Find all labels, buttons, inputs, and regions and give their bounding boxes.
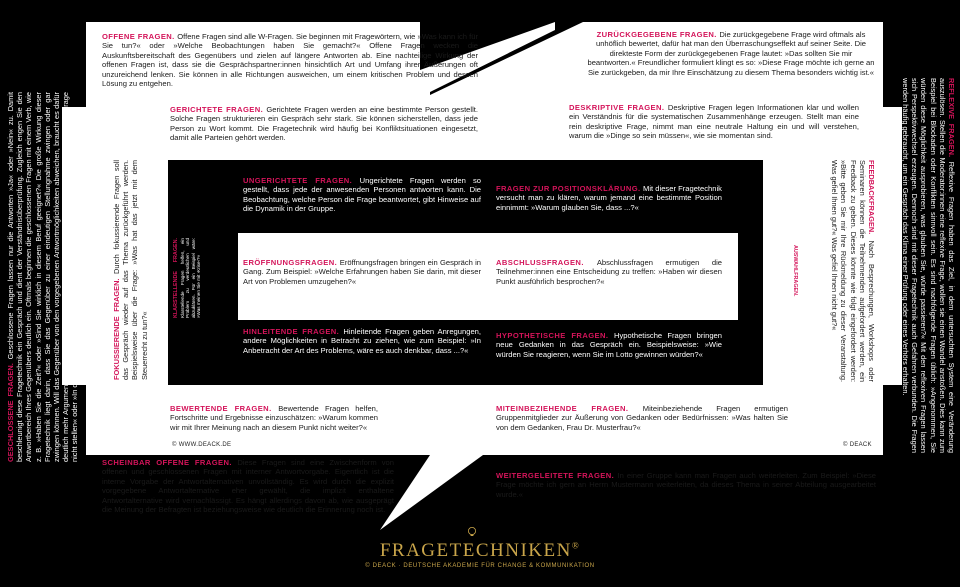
section-eroeffnungsfragen xyxy=(243,258,481,286)
section-gerichtete-fragen xyxy=(170,105,478,143)
watermark-right: © DEACK xyxy=(843,442,872,448)
heading-offene-fragen: OFFENE FRAGEN. xyxy=(102,32,178,41)
text-deskriptive-fragen: Deskriptive Fragen legen Informationen klar und wollen ein Verständnis für die systematischen Zusammenhänge erzeugen. Stellt man eine rein deskriptive Frage, nimmt man eine neutrale Haltung ein und will verstehen, warum die »Dinge so sein müssen«, wie sie momentan sind. xyxy=(569,103,859,141)
lightbulb-icon xyxy=(466,526,478,538)
heading-weitergeleitete-fragen: WEITERGELEITETE FRAGEN. xyxy=(496,471,618,480)
heading-reflexive-fragen: REFLEXIVE FRAGEN. xyxy=(947,78,956,162)
text-reflexive-fragen: Reflexive Fragen haben das Ziel, in dem untersuchten System eine Veränderung auszulösen. Stellen die Moderator:innen eine reflexive Frage, wollen sie einen Wandel anstoßen. Dies kann zum Beispiel bei Blockaden oder Konflikten sinnvoll sein. Es sind nachfolgende Fragen üblich: »Angenommen, Sie würden diese Möglichkeit ausprobieren, was glauben Sie, würde passieren?« Mit den reflexiven Fragen lassen sich Perspektivwechsel erzeugen. Dennoch sind mit dieser Fragetechnik auch Gefahren verbunden. Die Fragen werden häufig gebraucht, um ein Gespräch das Klima einer Prüfung oder eines Verhörs erhalten. xyxy=(900,78,956,453)
heading-geschlossene-fragen: GESCHLOSSENE FRAGEN. xyxy=(6,359,15,462)
section-geschlossene-fragen xyxy=(6,92,80,462)
text-positionsklaerung: Mit dieser Fragetechnik versucht man zu klären, warum jemand eine bestimmte Position einnimmt: »Warum glauben Sie, dass ...?« xyxy=(496,184,722,212)
heading-scheinbar-offene-fragen: SCHEINBAR OFFENE FRAGEN. xyxy=(102,458,238,467)
section-offene-fragen xyxy=(102,32,478,88)
section-hinleitende-fragen xyxy=(243,327,481,355)
heading-ungerichtete-fragen: UNGERICHTETE FRAGEN. xyxy=(243,176,360,185)
text-zurueckgegebene-fragen: Die zurückgegebene Frage wird oftmals als unhöflich bewertet, dafür hat man den Überraschungseffekt auf seiner Seite. Die direkteste Form der zurückgegebenen Frage lautet: »Das sollten Sie mir beantworten.« Freundlicher formuliert klingt es so: »Diese Frage möchte ich gerne an Sie zurückgeben, da mir Ihre Einschätzung zu diesem Thema besonders wichtig ist.« xyxy=(587,30,875,77)
heading-positionsklaerung: FRAGEN ZUR POSITIONSKLÄRUNG. xyxy=(496,184,644,193)
text-ungerichtete-fragen: Ungerichtete Fragen werden so gestellt, dass jede der anwesenden Personen antworten kann. Die Beobachtung, welche Person die Frage beantwortet, gibt Hinweise auf die Dynamik in der Gruppe. xyxy=(243,176,481,214)
heading-miteinbeziehende-fragen: MITEINBEZIEHENDE FRAGEN. xyxy=(496,404,643,413)
section-zurueckgegebene-fragen xyxy=(585,30,877,77)
section-feedbackfragen xyxy=(830,160,876,382)
watermark-left: © WWW.DEACK.DE xyxy=(172,442,232,448)
section-weitergeleitete-fragen xyxy=(496,471,876,499)
page-title-text: FRAGETECHNIKEN xyxy=(379,540,572,561)
section-klarstellende-fragen xyxy=(173,238,202,318)
page-title xyxy=(0,540,960,562)
text-eroeffnungsfragen: Eröffnungsfragen bringen ein Gespräch in Gang. Zum Beispiel: »Welche Erfahrungen haben Sie darin, mit dieser Art von Problemen umzugehen?« xyxy=(243,258,482,286)
section-hypothetische-fragen xyxy=(496,331,722,359)
section-bewertende-fragen xyxy=(170,404,378,432)
section-deskriptive-fragen xyxy=(569,103,859,141)
text-feedbackfragen: Nach Besprechungen, Workshops oder Seminaren können die Teilnehmenden aufgefordert werden, ein Feedback zu geben. Dieses könnte wie folgt eingefordert werden: »Bitte geben Sie mir Ihre Rückmeldung zu dieser Veranstaltung. Was gefiel Ihnen gut?« Was gefiel Ihnen nicht gut?« xyxy=(830,160,876,382)
section-reflexive-fragen xyxy=(901,78,956,453)
text-gerichtete-fragen: Gerichtete Fragen werden an eine bestimmte Person gestellt. Solche Fragen strukturieren ein Gespräch sehr stark. Sie können sicherstellen, dass jede Person zu Wort kommt. Die Fragetechnik wird häufig bei Konfliktsituationen eingesetzt, damit alle Parteien gehört werden. xyxy=(170,105,479,143)
section-ungerichtete-fragen xyxy=(243,176,481,214)
page-subtitle: © DEACK · DEUTSCHE AKADEMIE FÜR CHANGE & KOMMUNIKATION xyxy=(365,563,595,569)
heading-zurueckgegebene-fragen: ZURÜCKGEGEBENE FRAGEN. xyxy=(596,30,720,39)
section-positionsklaerung xyxy=(496,184,722,212)
heading-feedbackfragen: FEEDBACKFRAGEN. xyxy=(867,160,876,241)
text-hypothetische-fragen: Hypothetische Fragen bringen neue Gedanken in das Gespräch ein. Beispielsweise: »Wie würden Sie reagieren, wenn Sie im Lotto gewinnen würden?« xyxy=(496,331,723,359)
text-weitergeleitete-fragen: In einer Gruppe kann man Fragen auch weiterleiten. Zum Beispiel: »Diese Frage möchte ich gern an Herrn Mustermann weiterleiten, da dieses Thema in seiner Abteilung ausgearbeitet wurde.« xyxy=(496,471,876,499)
text-scheinbar-offene-fragen: Diese Fragen sind eine Zwischenform von offenen und geschlossenen Fragen mit interner Antwortvorgabe. Eigentlich ist die interne Vorgabe der Antwortalternativen unvollständig. Es wird durch die explizit vorgegebene Antwortalternative eher gewählt, die implizit enthaltene Antwortalternative wird vernachlässigt. Es hängt allerdings davon ab, wie ausgeprägt die Meinung der Befragten ist beziehungsweise wie deutlich die Erinnerung noch ist. xyxy=(102,458,394,515)
heading-hypothetische-fragen: HYPOTHETISCHE FRAGEN. xyxy=(496,331,615,340)
heading-abschlussfragen: ABSCHLUSSFRAGEN. xyxy=(496,258,597,267)
text-geschlossene-fragen: Geschlossene Fragen lassen nur die Antworten »Ja« oder »Nein« zu. Damit beschleunigt diese Fragetechnik ein Gespräch und dient der Verständnisüberprüfung. Zugleich engen Sie den Antwortbereich Ihres Gegenübers deutlich ein. Oftmals beginnen die geschlossenen Fragen mit einem Verb, wie z. B. »Haben Sie die Zeit?« oder »Sind Sie wirklich in diesem Beruf geeignet?« Die große Wirkung dieser Fragetechnik liegt darin, dass Sie das Gegenüber zu einer eindeutigen Stellungnahme zwingen oder gar zwingen können. Will das Gegenüber von den vorgegebenen Antwortmöglichkeiten abweichen, braucht es dafür deutlich mehr Argumente. Dennoch stellen Sie »Ja-/Nein«-Fragen so oft wie möglich. »So kann man die Frage nicht stellen« oder »In der Form kann ich Ihnen die Frage nicht beantworten«. xyxy=(6,92,80,462)
section-miteinbeziehende-fragen xyxy=(496,404,788,432)
text-bewertende-fragen: Bewertende Fragen helfen, Fortschritte und Ergebnisse einzuschätzen: »Warum kommen wir mit Ihrer Meinung nach an diesem Punkt nicht weiter?« xyxy=(170,404,379,432)
text-fokussierende-fragen: Durch fokussierende Fragen soll das Gespräch wieder auf das Thema zurückgeführt werden. Beispielsweise über die Frage: »Was hat das jetzt mit dem Steuerrecht zu tun?« xyxy=(112,160,149,380)
title-mark: ® xyxy=(571,540,581,551)
heading-eroeffnungsfragen: ERÖFFNUNGSFRAGEN. xyxy=(243,258,340,267)
text-abschlussfragen: Abschlussfragen ermutigen die Teilnehmer:innen eine Entscheidung zu treffen: »Haben wir diesen Punkt ausführlich besprochen?« xyxy=(496,258,723,286)
section-auswahlfragen xyxy=(775,245,798,375)
heading-fokussierende-fragen: FOKUSSIERENDE FRAGEN. xyxy=(112,273,121,380)
section-fokussierende-fragen xyxy=(112,160,149,380)
text-offene-fragen: Offene Fragen sind alle W-Fragen. Sie beginnen mit Fragewörtern, wie »Was kann ich für Sie tun?« oder »Welche Beobachtungen haben Sie gemacht?« Offene Fragen wecken die Auskunftsbereitschaft des Gegenübers und zielen auf längere Antworten ab. Eine nachteilige Wirkung der offenen Fragen ist, dass sie die Gesprächspartner:innen hinsichtlich Art und Umfang ihrer Äußerungen oft unzureichend lenken. Sie können in alle Richtungen ausweichen, um einem kritischen Problem und dessen Lösung zu entgehen. xyxy=(102,32,479,89)
heading-bewertende-fragen: BEWERTENDE FRAGEN. xyxy=(170,404,279,413)
text-auswahlfragen: Auswahlfragen, auch Alternativfragen genannt, lassen zwei oder mehr Antwortmöglichkeiten zu und verlangen eine Entscheidung zwischen den Alternativen: »Möchten Sie lieber über diese oder jene Lösung sprechen?« xyxy=(775,245,798,375)
section-abschlussfragen xyxy=(496,258,722,286)
heading-auswahlfragen: AUSWAHLFRAGEN. xyxy=(792,245,798,299)
text-hinleitende-fragen: Hinleitende Fragen geben Anregungen, andere Möglichkeiten in Betracht zu ziehen, wie zum Beispiel: »In Anbetracht der Art des Problems, wäre es auch denkbar, dass ...?« xyxy=(243,327,481,355)
text-miteinbeziehende-fragen: Miteinbeziehende Fragen ermutigen Gruppenmitglieder zur Äußerung von Gedanken oder Bedürfnissen: »Was halten Sie von dem Gedanken, Frau Dr. Musterfrau?« xyxy=(496,404,788,432)
heading-gerichtete-fragen: GERICHTETE FRAGEN. xyxy=(170,105,267,114)
heading-deskriptive-fragen: DESKRIPTIVE FRAGEN. xyxy=(569,103,668,112)
section-scheinbar-offene-fragen xyxy=(102,458,394,514)
heading-hinleitende-fragen: HINLEITENDE FRAGEN. xyxy=(243,327,344,336)
text-klarstellende-fragen: Klarstellende Fragen helfen, ein Problem zu verdeutlichen und abzuklären. Für ein Beispiel wäre: »Was meinen Sie mit ›Krise‹?« xyxy=(179,238,202,318)
heading-klarstellende-fragen: KLARSTELLENDE FRAGEN. xyxy=(173,238,179,318)
